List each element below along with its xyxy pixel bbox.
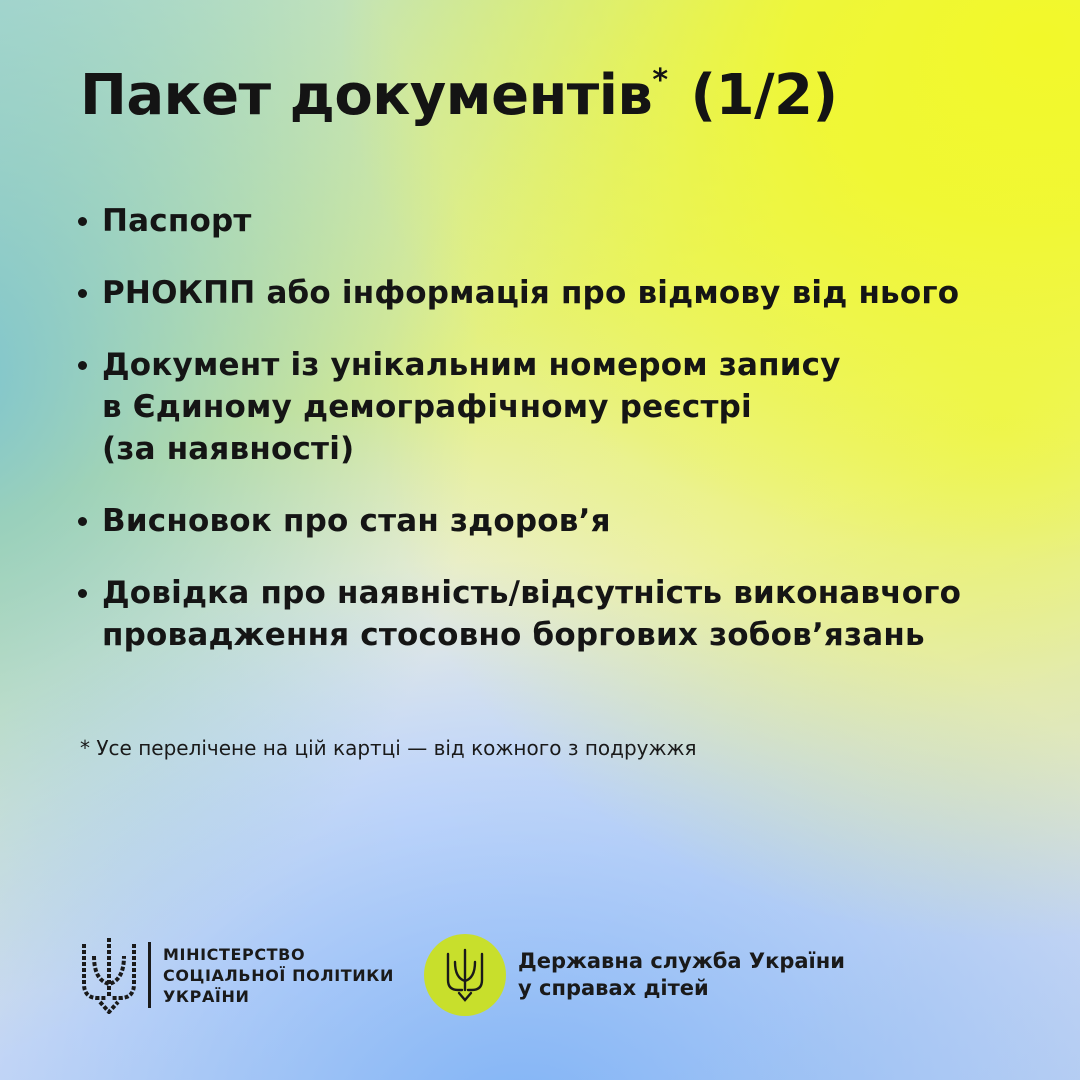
ministry-name-line: МІНІСТЕРСТВО [163,944,306,964]
children-service-emblem [424,934,506,1016]
page-title [80,62,838,129]
ministry-logo [80,936,394,1014]
bullet [78,217,87,226]
title-asterisk: * [652,63,668,98]
list-item-line: провадження стосовно боргових зобов’язань [102,617,925,653]
trident-icon [444,948,486,1002]
list-item-line: Паспорт [102,203,252,239]
children-service-logo [424,934,845,1016]
list-item-line: в Єдиному демографічному реєстрі [102,389,752,425]
children-service-name [518,948,845,1002]
title-text: Пакет документів [80,63,653,128]
list-item [78,572,1038,656]
children-service-name-line: Державна служба України [518,949,845,973]
list-item [78,500,1038,542]
bullet [78,289,87,298]
bullet [78,361,87,370]
bullet [78,517,87,526]
list-item [78,344,1038,470]
list-item-line: Висновок про стан здоров’я [102,503,611,539]
list-item-line: Довідка про наявність/відсутність виконавчого [102,575,962,611]
logo-divider [148,942,151,1008]
ministry-name-line: УКРАЇНИ [163,986,250,1006]
list-item-line: Документ із унікальним номером запису [102,347,841,383]
ministry-name-line: СОЦІАЛЬНОЇ ПОЛІТИКИ [163,965,394,985]
footnote: * Усе перелічене на цій картці — від кожного з подружжя [80,736,697,760]
documents-list [78,200,1038,686]
bullet [78,589,87,598]
list-item [78,272,1038,314]
ministry-name [163,944,394,1007]
list-item-line: (за наявності) [102,431,355,467]
list-item [78,200,1038,242]
title-suffix: (1/2) [690,63,838,128]
list-item-line: РНОКПП або інформація про відмову від нього [102,275,960,311]
children-service-name-line: у справах дітей [518,976,709,1000]
trident-icon [80,936,138,1014]
